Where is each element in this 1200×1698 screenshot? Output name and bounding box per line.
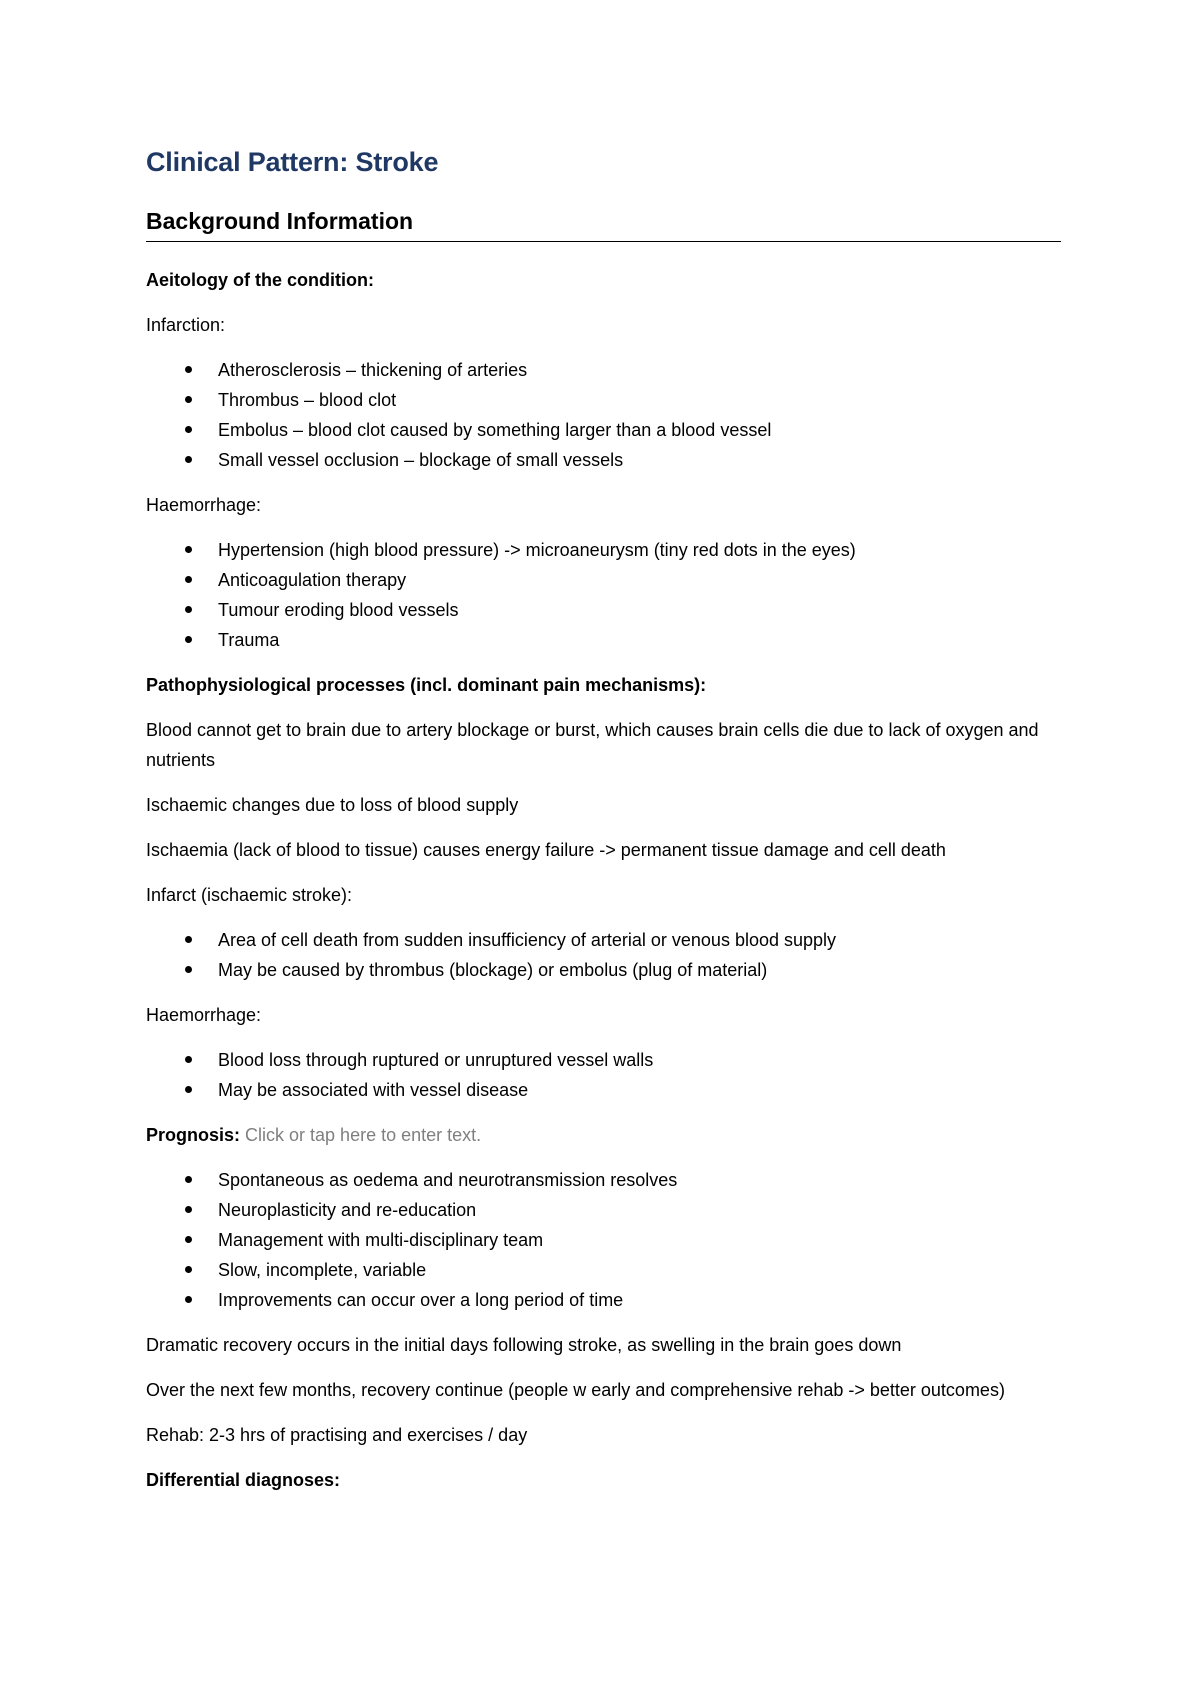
paragraph: Over the next few months, recovery continue (people w early and comprehensive rehab -> better outcomes) (146, 1380, 1005, 1400)
page-title: Clinical Pattern: Stroke (146, 147, 439, 177)
bullet-icon (185, 966, 192, 973)
list-item: Neuroplasticity and re-education (146, 1195, 1061, 1225)
list-item: Area of cell death from sudden insufficiency of arterial or venous blood supply (146, 925, 1061, 955)
bullet-icon (185, 1296, 192, 1303)
bullet-icon (185, 426, 192, 433)
bullet-icon (185, 1086, 192, 1093)
paragraph: Rehab: 2-3 hrs of practising and exercises / day (146, 1425, 528, 1445)
prognosis-row (146, 1120, 1061, 1150)
list-item: May be associated with vessel disease (146, 1075, 1061, 1105)
prognosis-placeholder-field[interactable]: Click or tap here to enter text. (245, 1125, 482, 1145)
bullet-icon (185, 366, 192, 373)
bullet-icon (185, 456, 192, 463)
paragraph: Ischaemia (lack of blood to tissue) causes energy failure -> permanent tissue damage and cell death (146, 840, 946, 860)
prognosis-label: Prognosis: (146, 1125, 241, 1145)
list-item: Slow, incomplete, variable (146, 1255, 1061, 1285)
infarction-list (146, 355, 1061, 475)
list-item: Tumour eroding blood vessels (146, 595, 1061, 625)
list-item: Spontaneous as oedema and neurotransmission resolves (146, 1165, 1061, 1195)
list-item: Small vessel occlusion – blockage of small vessels (146, 445, 1061, 475)
bullet-icon (185, 1176, 192, 1183)
bullet-icon (185, 636, 192, 643)
aetiology-heading: Aeitology of the condition: (146, 270, 374, 290)
list-item: Trauma (146, 625, 1061, 655)
differential-heading: Differential diagnoses: (146, 1470, 341, 1490)
list-item: Blood loss through ruptured or unruptured vessel walls (146, 1045, 1061, 1075)
haemorrhage-causes-list (146, 535, 1061, 655)
bullet-icon (185, 1236, 192, 1243)
list-item: Improvements can occur over a long period of time (146, 1285, 1061, 1315)
list-item: Anticoagulation therapy (146, 565, 1061, 595)
section-heading-background: Background Information (146, 208, 414, 234)
bullet-icon (185, 936, 192, 943)
haemorrhage-list (146, 1045, 1061, 1105)
haemorrhage-label: Haemorrhage: (146, 1005, 262, 1025)
list-item: Hypertension (high blood pressure) -> microaneurysm (tiny red dots in the eyes) (146, 535, 1061, 565)
bullet-icon (185, 576, 192, 583)
list-item: May be caused by thrombus (blockage) or embolus (plug of material) (146, 955, 1061, 985)
paragraph: Blood cannot get to brain due to artery blockage or burst, which causes brain cells die due to lack of oxygen and nutrients (146, 720, 1039, 770)
list-item: Embolus – blood clot caused by something larger than a blood vessel (146, 415, 1061, 445)
document-body (146, 265, 1061, 1510)
bullet-icon (185, 1056, 192, 1063)
list-item: Atherosclerosis – thickening of arteries (146, 355, 1061, 385)
bullet-icon (185, 606, 192, 613)
bullet-icon (185, 546, 192, 553)
paragraph: Dramatic recovery occurs in the initial days following stroke, as swelling in the brain goes down (146, 1335, 902, 1355)
bullet-icon (185, 1266, 192, 1273)
prognosis-list (146, 1165, 1061, 1315)
bullet-icon (185, 396, 192, 403)
section-divider (146, 241, 1061, 242)
haemorrhage-label: Haemorrhage: (146, 495, 262, 515)
bullet-icon (185, 1206, 192, 1213)
list-item: Management with multi-disciplinary team (146, 1225, 1061, 1255)
infarct-list (146, 925, 1061, 985)
list-item: Thrombus – blood clot (146, 385, 1061, 415)
infarction-label: Infarction: (146, 315, 226, 335)
infarct-label: Infarct (ischaemic stroke): (146, 885, 353, 905)
paragraph: Ischaemic changes due to loss of blood supply (146, 795, 519, 815)
pathophysiology-heading: Pathophysiological processes (incl. dominant pain mechanisms): (146, 675, 707, 695)
